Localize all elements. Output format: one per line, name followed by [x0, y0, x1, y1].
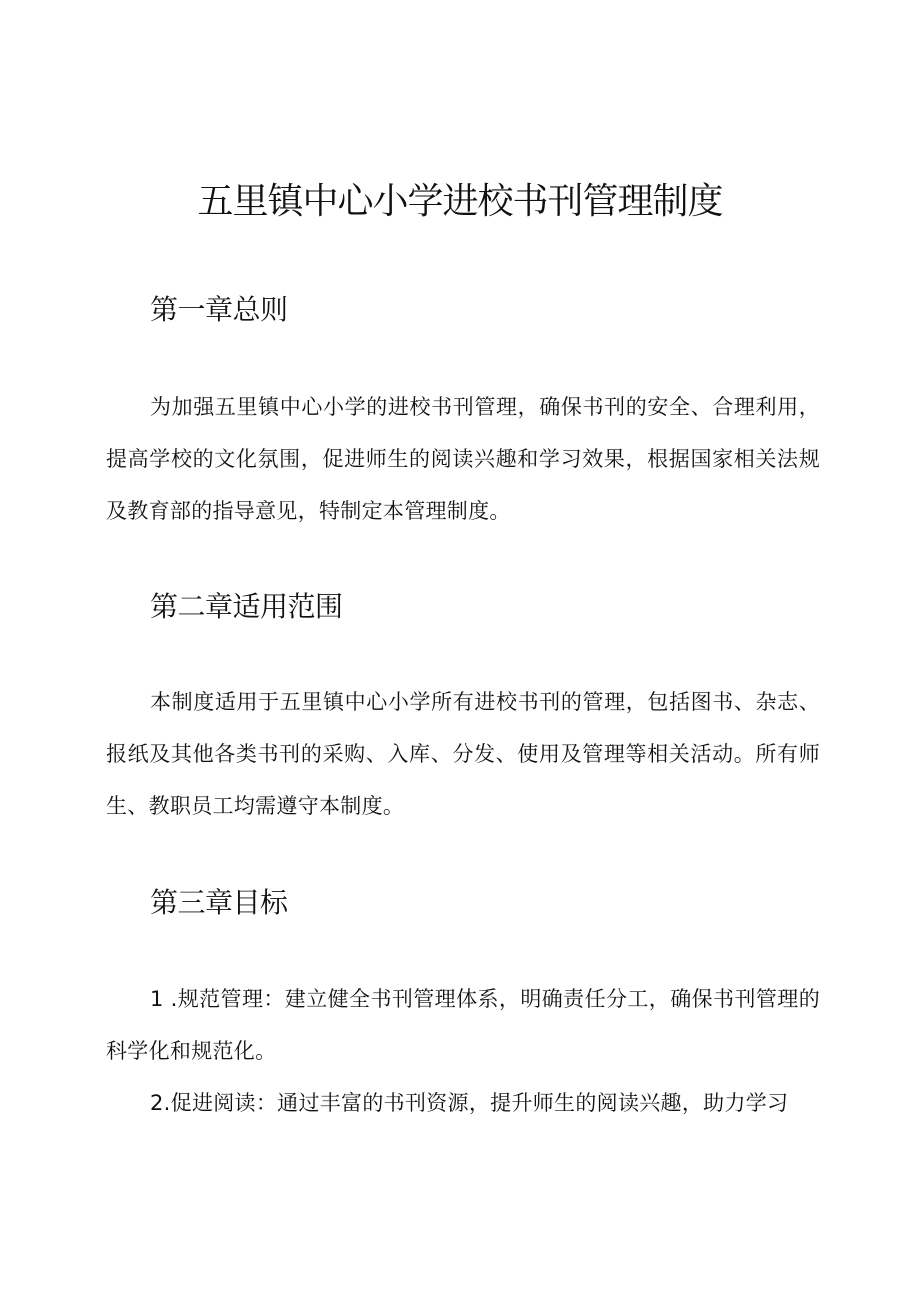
item-number: 1 . — [150, 987, 178, 1011]
chapter-3-item-1 — [106, 973, 820, 1077]
item-text: 规范管理：建立健全书刊管理体系，明确责任分工，确保书刊管理的科学化和规范化。 — [106, 987, 820, 1063]
chapter-1-paragraph: 为加强五里镇中心小学的进校书刊管理，确保书刊的安全、合理利用，提高学校的文化氛围，促进师生的阅读兴趣和学习效果，根据国家相关法规及教育部的指导意见，特制定本管理制度。 — [106, 395, 820, 523]
item-text: 促进阅读：通过丰富的书刊资源，提升师生的阅读兴趣，助力学习 — [170, 1091, 789, 1115]
chapter-1-heading: 第一章总则 — [150, 293, 288, 326]
chapter-3-heading: 第三章目标 — [150, 886, 288, 919]
chapter-2-heading: 第二章适用范围 — [150, 590, 343, 623]
document-title: 五里镇中心小学进校书刊管理制度 — [197, 181, 723, 222]
chapter-2-paragraph: 本制度适用于五里镇中心小学所有进校书刊的管理，包括图书、杂志、报纸及其他各类书刊的采购、入库、分发、使用及管理等相关活动。所有师生、教职员工均需遵守本制度。 — [106, 690, 820, 818]
chapter-3-item-2 — [106, 1077, 820, 1129]
item-number: 2. — [150, 1091, 171, 1115]
